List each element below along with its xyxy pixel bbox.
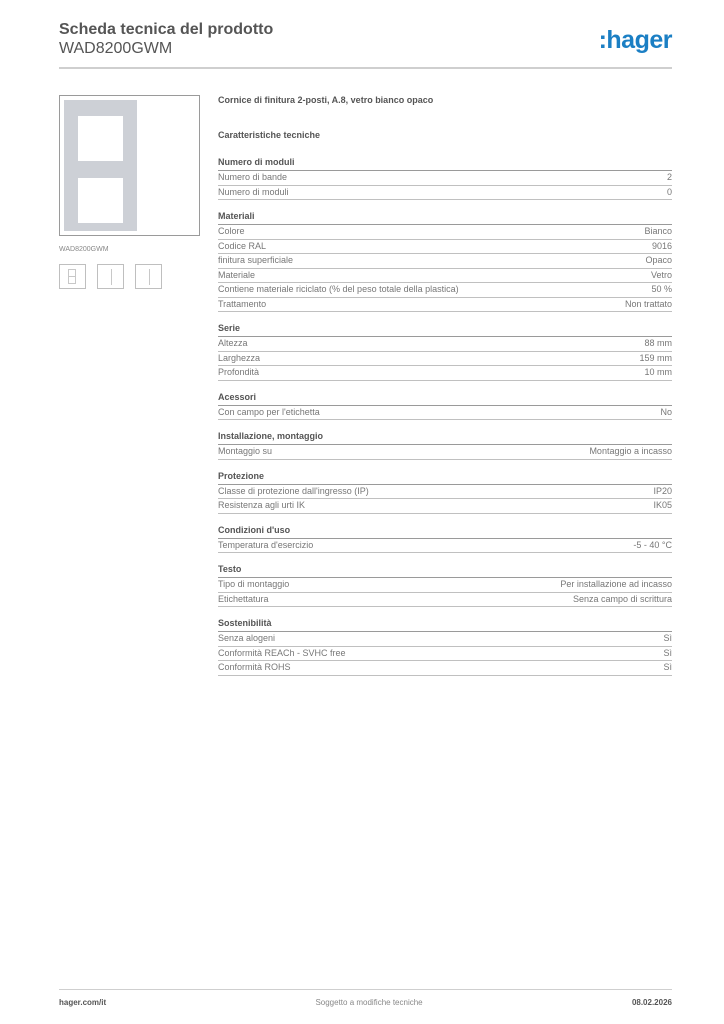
spec-row bbox=[218, 186, 672, 201]
spec-label: Codice RAL bbox=[218, 240, 267, 251]
spec-label: Temperatura d'esercizio bbox=[218, 539, 314, 550]
product-description: Cornice di finitura 2-posti, A.8, vetro bianco opaco bbox=[218, 95, 434, 105]
spec-label: Contiene materiale riciclato (% del peso totale della plastica) bbox=[218, 284, 459, 294]
spec-group-numero-moduli bbox=[218, 156, 672, 200]
single-line-icon bbox=[111, 269, 112, 285]
spec-label: Materiale bbox=[218, 269, 256, 280]
product-image bbox=[59, 95, 200, 236]
section-heading: Caratteristiche tecniche bbox=[218, 130, 321, 140]
spec-group-sostenibilita bbox=[218, 617, 672, 676]
document-title: Scheda tecnica del prodotto bbox=[59, 21, 274, 38]
spec-label: Colore bbox=[218, 226, 245, 236]
group-title: Condizioni d'uso bbox=[218, 524, 672, 539]
footer-website-link[interactable]: hager.com/it bbox=[59, 998, 107, 1007]
spec-value: 88 mm bbox=[644, 338, 672, 348]
spec-value: -5 - 40 °C bbox=[633, 539, 672, 550]
spec-value: IP20 bbox=[653, 485, 672, 496]
spec-label: Con campo per l'etichetta bbox=[218, 406, 320, 417]
spec-label: Etichettatura bbox=[218, 593, 269, 604]
spec-label: Tipo di montaggio bbox=[218, 579, 290, 589]
spec-row bbox=[218, 647, 672, 662]
spec-row bbox=[218, 298, 672, 313]
spec-value: Vetro bbox=[650, 269, 672, 280]
spec-value: IK05 bbox=[653, 500, 672, 510]
spec-value: Montaggio a incasso bbox=[589, 446, 672, 456]
spec-row bbox=[218, 283, 672, 298]
document-footer bbox=[59, 998, 672, 1007]
spec-row bbox=[218, 269, 672, 284]
logo-text: hager bbox=[606, 26, 672, 54]
spec-row bbox=[218, 661, 672, 676]
product-image-panel bbox=[59, 95, 201, 289]
spec-value: Opaco bbox=[645, 255, 672, 265]
spec-row bbox=[218, 337, 672, 352]
group-title: Acessori bbox=[218, 391, 672, 406]
product-code: WAD8200GWM bbox=[59, 40, 173, 57]
spec-value: Sì bbox=[663, 662, 672, 672]
group-title: Serie bbox=[218, 322, 672, 337]
spec-group-acessori bbox=[218, 391, 672, 421]
spec-value: 10 mm bbox=[644, 367, 672, 377]
spec-group-protezione bbox=[218, 470, 672, 514]
spec-row bbox=[218, 366, 672, 381]
spec-label: Larghezza bbox=[218, 352, 261, 363]
group-title: Sostenibilità bbox=[218, 617, 672, 632]
spec-value: 0 bbox=[666, 186, 672, 197]
spec-content bbox=[218, 95, 672, 676]
spec-value: 9016 bbox=[651, 240, 672, 251]
spec-label: Numero di moduli bbox=[218, 186, 289, 197]
frame-opening-top bbox=[78, 116, 123, 161]
spec-value: Per installazione ad incasso bbox=[560, 579, 672, 589]
spec-row bbox=[218, 225, 672, 240]
spec-row bbox=[218, 539, 672, 554]
spec-group-installazione bbox=[218, 430, 672, 460]
spec-row bbox=[218, 632, 672, 647]
spec-label: Resistenza agli urti IK bbox=[218, 500, 306, 510]
group-title: Materiali bbox=[218, 210, 672, 225]
spec-row bbox=[218, 445, 672, 460]
spec-group-testo bbox=[218, 563, 672, 607]
spec-value: Bianco bbox=[644, 226, 672, 236]
single-line-icon bbox=[149, 269, 150, 285]
thumbnail-strip bbox=[59, 264, 201, 289]
spec-label: Trattamento bbox=[218, 298, 267, 309]
footer-note: Soggetto a modifiche tecniche bbox=[315, 998, 423, 1007]
spec-value: Sì bbox=[663, 647, 672, 658]
logo-colon: : bbox=[598, 26, 607, 54]
spec-label: Profondità bbox=[218, 367, 260, 377]
thumbnail-front-view[interactable] bbox=[59, 264, 86, 289]
spec-value: 2 bbox=[666, 172, 672, 182]
spec-label: Altezza bbox=[218, 338, 248, 348]
spec-value: 159 mm bbox=[639, 352, 672, 363]
group-title: Numero di moduli bbox=[218, 156, 672, 171]
spec-row bbox=[218, 499, 672, 514]
spec-row bbox=[218, 171, 672, 186]
spec-value: No bbox=[660, 406, 672, 417]
spec-group-materiali bbox=[218, 210, 672, 312]
thumbnail-side-view[interactable] bbox=[97, 264, 124, 289]
frame-2-module-icon bbox=[64, 100, 137, 231]
header-divider bbox=[59, 67, 672, 69]
image-caption: WAD8200GWM bbox=[59, 246, 109, 253]
spec-row bbox=[218, 406, 672, 421]
spec-row bbox=[218, 254, 672, 269]
spec-row bbox=[218, 578, 672, 593]
spec-value: Sì bbox=[663, 633, 672, 643]
spec-label: Numero di bande bbox=[218, 172, 288, 182]
footer-date: 08.02.2026 bbox=[631, 998, 672, 1007]
spec-row bbox=[218, 485, 672, 500]
frame-opening-bottom bbox=[78, 178, 123, 223]
group-title: Installazione, montaggio bbox=[218, 430, 672, 445]
thumbnail-side-view-2[interactable] bbox=[135, 264, 162, 289]
footer-divider bbox=[59, 989, 672, 990]
two-module-frame-icon bbox=[68, 269, 76, 284]
group-title: Testo bbox=[218, 563, 672, 578]
spec-label: Conformità ROHS bbox=[218, 662, 291, 672]
spec-row bbox=[218, 593, 672, 608]
spec-value: 50 % bbox=[651, 284, 672, 294]
group-title: Protezione bbox=[218, 470, 672, 485]
hager-logo bbox=[599, 26, 672, 55]
spec-label: Conformità REACh - SVHC free bbox=[218, 647, 346, 658]
spec-row bbox=[218, 240, 672, 255]
spec-label: Senza alogeni bbox=[218, 633, 276, 643]
spec-value: Non trattato bbox=[624, 298, 672, 309]
spec-label: Montaggio su bbox=[218, 446, 273, 456]
spec-row bbox=[218, 352, 672, 367]
spec-label: finitura superficiale bbox=[218, 255, 294, 265]
spec-group-condizioni-uso bbox=[218, 524, 672, 554]
spec-group-serie bbox=[218, 322, 672, 381]
document-header bbox=[59, 20, 672, 58]
spec-label: Classe di protezione dall'ingresso (IP) bbox=[218, 485, 369, 496]
spec-value: Senza campo di scrittura bbox=[572, 593, 672, 604]
